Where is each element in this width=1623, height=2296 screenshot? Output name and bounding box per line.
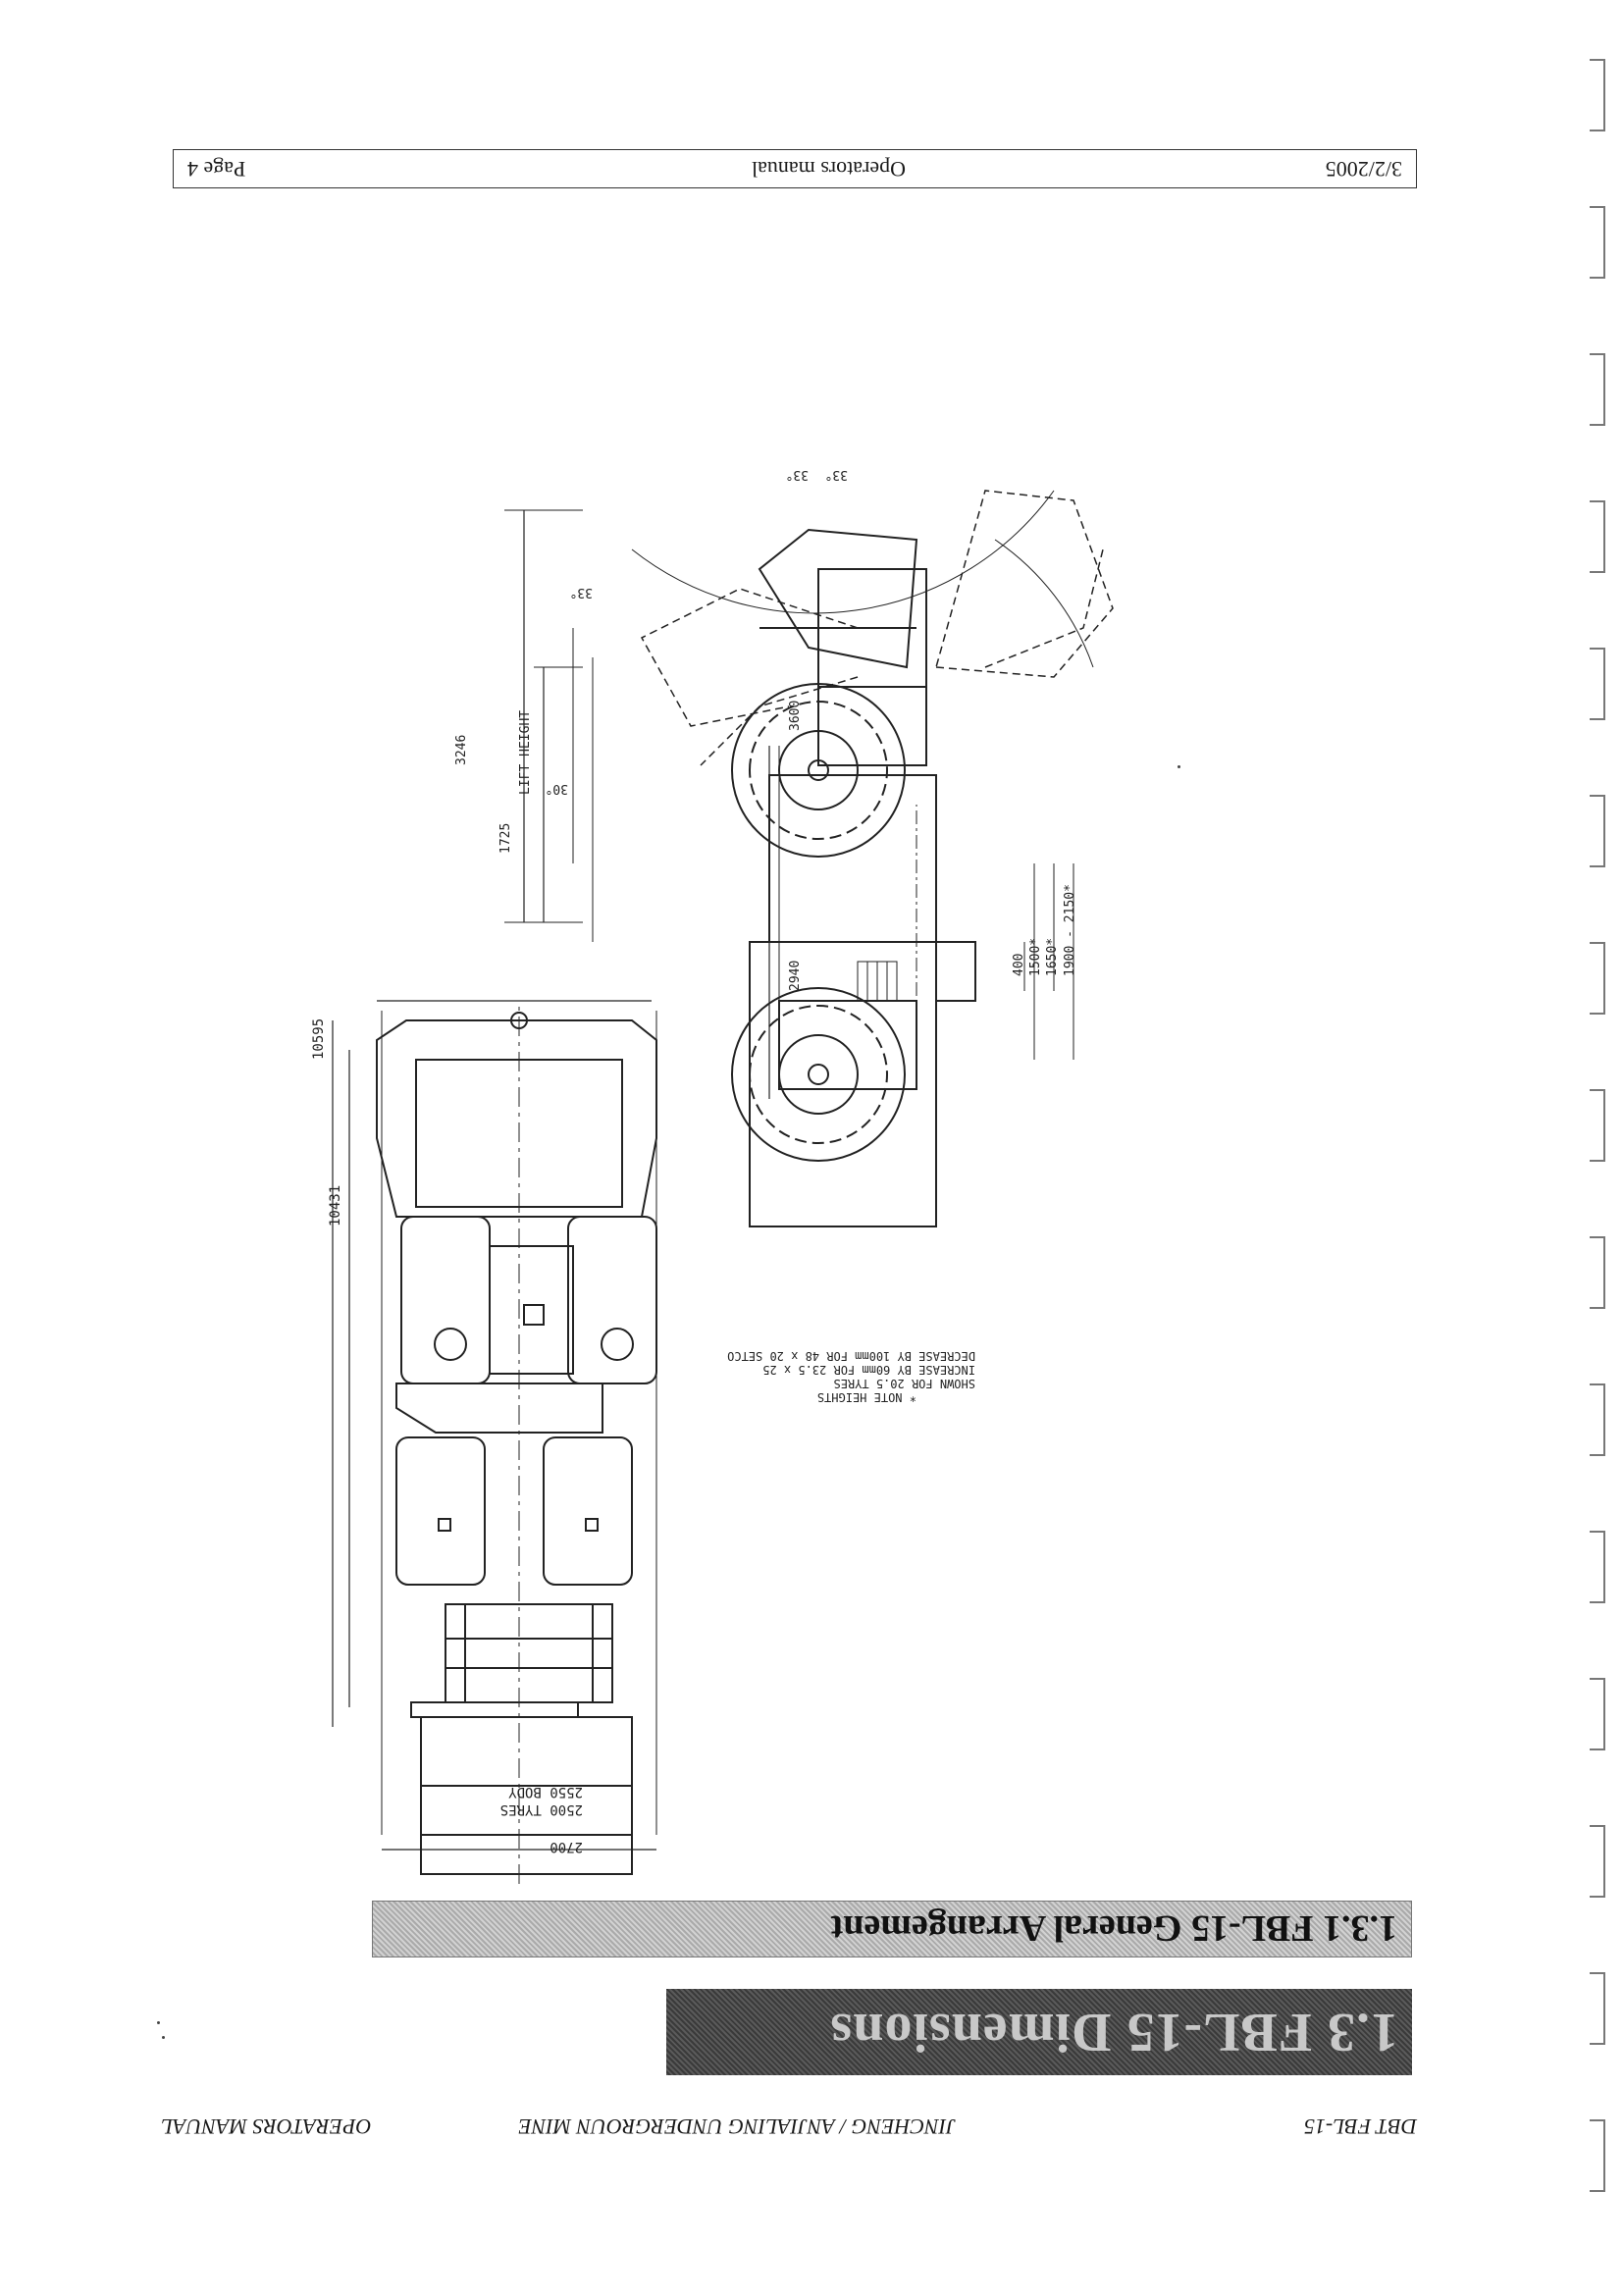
footer-title: Operators manual: [752, 157, 906, 182]
dim-3246: 3246: [454, 734, 469, 765]
dim-1725: 1725: [498, 822, 513, 854]
angle-33-left: 33°: [785, 467, 809, 482]
note-line-3: INCREASE BY 60mm FOR 23.5 x 25: [762, 1363, 975, 1377]
dim-2940: 2940: [788, 960, 803, 991]
footer-page-number: Page 4: [187, 157, 246, 182]
plan-dim-10431: 10431: [328, 1184, 343, 1226]
scan-speck: [157, 2021, 160, 2024]
plan-dim-tyres: 2500 TYRES: [499, 1801, 583, 1817]
angle-33-top: 33°: [569, 585, 593, 600]
note-line-4: DECREASE BY 100mm FOR 48 x 20 SETCO: [727, 1349, 975, 1363]
plan-wheel-fl: [544, 1437, 632, 1585]
plan-wheel-fr: [396, 1437, 485, 1585]
side-arc-upper: [632, 491, 1054, 613]
note-line-2: SHOWN FOR 20.5 TYRES: [833, 1377, 975, 1390]
subsection-heading: 1.3.1 FBL-15 General Arrangement: [372, 1901, 1412, 1957]
side-wheel-rear: [732, 988, 905, 1161]
section-heading: 1.3 FBL-15 Dimensions: [666, 1989, 1412, 2075]
footer-date: 3/2/2005: [1325, 157, 1402, 182]
dim-1650: 1650*: [1045, 937, 1060, 976]
header-right: OPERATORS MANUAL: [161, 2114, 372, 2139]
side-chassis-rear: [750, 942, 936, 1226]
plan-engine: [377, 1020, 656, 1217]
dim-1900-2150: 1900 - 2150*: [1063, 884, 1077, 976]
scan-speck: [162, 2036, 165, 2039]
side-bucket-lowered: [759, 530, 916, 667]
plan-dim-body: 2550 BODY: [508, 1784, 583, 1800]
scan-speck: [1178, 765, 1180, 768]
side-view: [504, 491, 1113, 1226]
header-center: JINCHENG / ANJIALING UNDERGROUN MINE: [518, 2114, 956, 2139]
side-dimensions: [454, 467, 1077, 1404]
plan-dim-10595: 10595: [311, 1018, 327, 1060]
binder-tabs: [1590, 0, 1609, 2296]
plan-boom: [445, 1604, 612, 1702]
angle-30: 30°: [545, 781, 568, 796]
note-line-1: * NOTE HEIGHTS: [816, 1390, 916, 1404]
dim-lift-height: LIFT HEIGHT: [518, 709, 533, 795]
dim-3600: 3600: [788, 700, 803, 731]
page-footer: [173, 149, 1417, 188]
angle-33-right: 33°: [824, 467, 848, 482]
header-left: DBT FBL-15: [1303, 2114, 1417, 2139]
dim-1500: 1500*: [1028, 937, 1043, 976]
plan-dim-2700: 2700: [550, 1839, 583, 1854]
plan-dimensions: [311, 1018, 583, 1854]
plan-view: [377, 1001, 656, 1884]
dim-400: 400: [1012, 953, 1026, 976]
